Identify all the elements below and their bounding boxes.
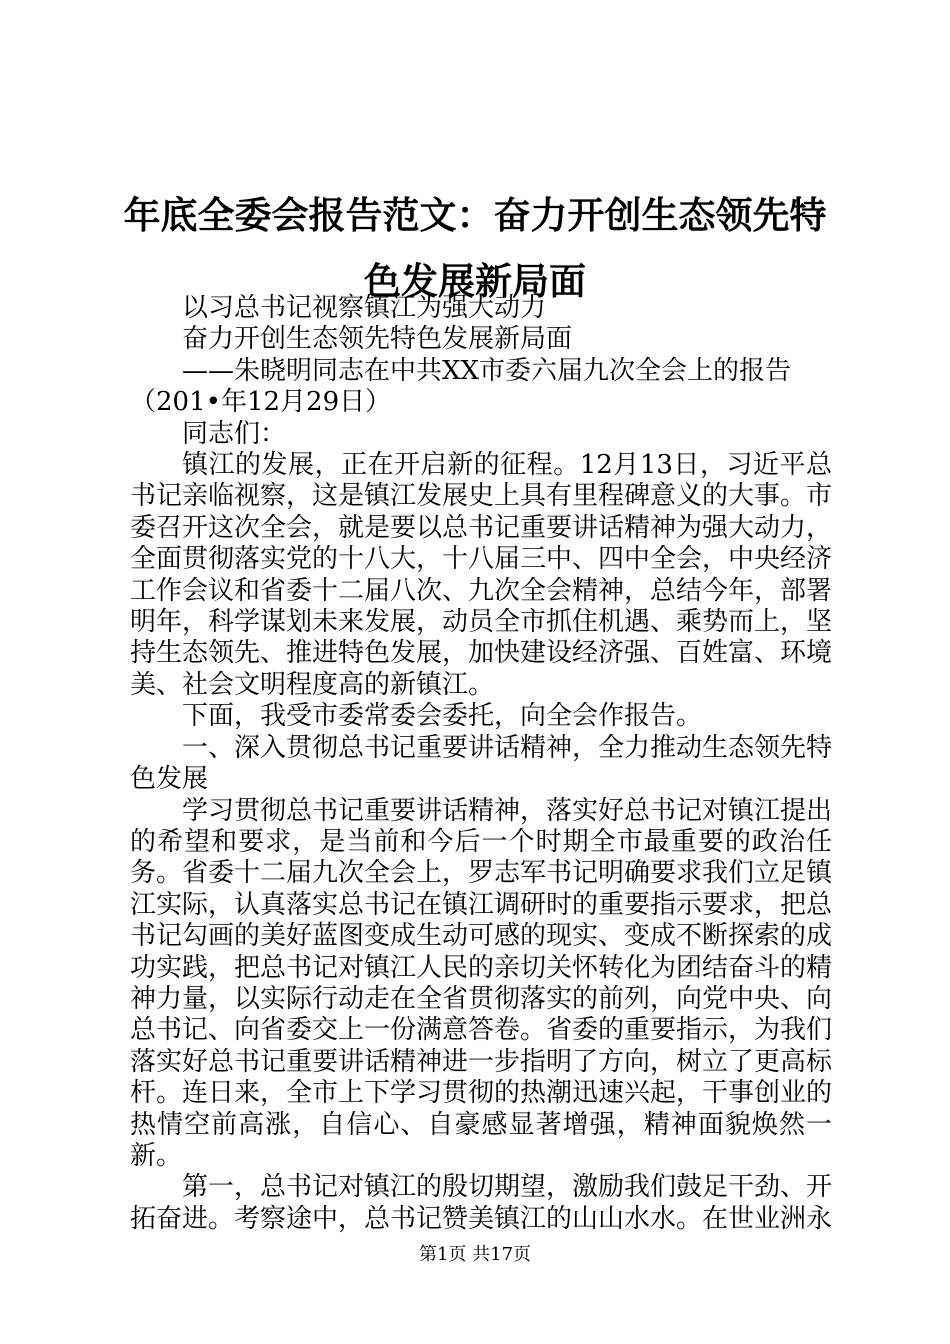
- body-paragraph: 第一，总书记对镇江的殷切期望，激励我们鼓足干劲、开拓奋进。考察途中，总书记赞美镇江的山山水水。在世业洲永: [130, 1172, 833, 1234]
- salutation: 同志们：: [182, 418, 287, 449]
- body-paragraph: 学习贯彻总书记重要讲话精神，落实好总书记对镇江提出的希望和要求，是当前和今后一个时期全市最重要的政治任务。省委十二届九次全会上，罗志军书记明确要求我们立足镇江实际，认真落实总书记在镇江调研时的重要指示要求，把总书记勾画的美好蓝图变成生动可感的现实、变成不断探索的成功实践，把总书记对镇江人民的亲切关怀转化为团结奋斗的精神力量，以实际行动走在全省贯彻落实的前列，向党中央、向总书记、向省委交上一份满意答卷。省委的重要指示，为我们落实好总书记重要讲话精神进一步指明了方向，树立了更高标杆。连日来，全市上下学习贯彻的热潮迅速兴起，干事创业的热情空前高涨，自信心、自豪感显著增强，精神面貌焕然一新。: [130, 795, 833, 1171]
- document-body: [130, 293, 832, 1235]
- subtitle-line-3: ——朱晓明同志在中共XX市委六届九次全会上的报告: [182, 355, 792, 386]
- body-paragraph: 镇江的发展，正在开启新的征程。12月13日，习近平总书记亲临视察，这是镇江发展史上具有里程碑意义的大事。市委召开这次全会，就是要以总书记重要讲话精神为强大动力，全面贯彻落实党的十八大，十八届三中、四中全会，中央经济工作会议和省委十二届八次、九次全会精神，总结今年，部署明年，科学谋划未来发展，动员全市抓住机遇、乘势而上，坚持生态领先、推进特色发展，加快建设经济强、百姓富、环境美、社会文明程度高的新镇江。: [130, 450, 833, 700]
- body-paragraph: 下面，我受市委常委会委托，向全会作报告。: [182, 701, 703, 732]
- subtitle-line-2: 奋力开创生态领先特色发展新局面: [182, 324, 573, 355]
- report-date: （201•年12月29日）: [130, 387, 392, 418]
- section-heading: 一、深入贯彻总书记重要讲话精神，全力推动生态领先特色发展: [130, 732, 833, 795]
- document-title: 年底全委会报告范文：奋力开创生态领先特色发展新局面: [123, 194, 827, 303]
- subtitle-line-1: 以习总书记视察镇江为强大动力: [182, 293, 547, 323]
- page-number-footer: 第1页 共17页: [418, 1244, 532, 1265]
